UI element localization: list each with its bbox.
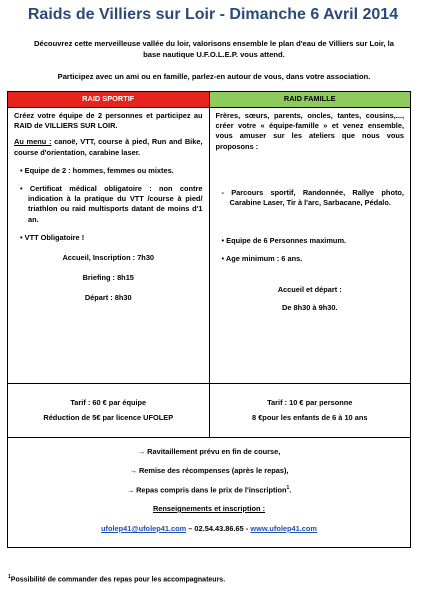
sport-tarif (8, 384, 210, 438)
sport-menu (14, 137, 203, 157)
famille-bullet-age: • Age minimum : 6 ans. (221, 254, 303, 264)
page-title: Raids de Villiers sur Loir - Dimanche 6 Avril 2014 (27, 6, 399, 23)
info-repas: → Repas compris dans le prix de l'inscription$^1$. (126, 485, 292, 495)
website-link[interactable]: www.ufolep41.com (250, 524, 317, 533)
info-ravitaillement: → Ravitaillement prévu en fin de course, (137, 447, 281, 456)
famille-bullet-team: • Equipe de 6 Personnes maximum. (221, 236, 347, 246)
contact-line (8, 524, 410, 533)
sport-bullet-team: • Equipe de 2 : hommes, femmes ou mixtes. (20, 165, 174, 175)
famille-description: Frères, sœurs, parents, oncles, tantes, cousins,..., créer votre « équipe-famille » et venez ensemble, vous amuser sur les ateliers que nous vous proposons : (215, 111, 404, 151)
sport-tarif-reduction: Réduction de 5€ par licence UFOLEP (43, 412, 174, 422)
email-link[interactable]: ufolep41@ufolep41.com (100, 524, 187, 533)
header-raid-famille: RAID FAMILLE (209, 92, 411, 108)
famille-accueil: Accueil et départ : (277, 284, 342, 294)
famille-bullet-activities: - Parcours sportif, Randonnée, Rallye photo, Carabine Laser, Tir à l'arc, Sarbacane, Pédalo. (221, 187, 404, 208)
sport-bullet-certificate: • Certificat médical obligatoire : non contre indication à la pratique du VTT /course à pied/ triathlon ou raid multisports datant de moins d'1 an. (20, 184, 203, 224)
menu-text: canoë, VTT, course à pied, Run and Bike, course d'orientation, carabine laser. (14, 137, 203, 157)
sport-details (8, 108, 210, 384)
footnote: $^1$Possibilité de commander des repas pour les accompagnateurs. (8, 574, 226, 584)
famille-details (209, 108, 411, 384)
info-recompenses: → Remise des récompenses (après le repas), (129, 466, 289, 475)
intro-line-3: Participez avec un ami ou en famille, parlez-en autour de vous, dans votre association. (57, 72, 371, 81)
intro-paragraph (14, 38, 414, 60)
sport-accueil: Accueil, Inscription : 7h30 (62, 253, 155, 263)
intro-line-1: Découvrez cette merveilleuse vallée du loir, valorisons ensemble le plan d'eau de Villiers sur Loir, la (34, 39, 394, 48)
contact-title: Renseignements et inscription : (152, 504, 266, 513)
sport-tarif-price: Tarif : 60 € par équipe (70, 398, 147, 408)
sport-briefing: Briefing : 8h15 (82, 273, 134, 283)
famille-tarif-children: 8 €pour les enfants de 6 à 10 ans (252, 412, 368, 422)
sport-bullet-vtt: • VTT Obligatoire ! (20, 232, 85, 242)
famille-tarif (209, 384, 411, 438)
sport-depart: Départ : 8h30 (84, 293, 132, 303)
famille-tarif-price: Tarif : 10 € par personne (267, 398, 353, 408)
famille-horaire: De 8h30 à 9h30. (282, 302, 338, 312)
bottom-info-box (7, 437, 411, 548)
raid-table (7, 91, 411, 438)
menu-label: Au menu : (14, 137, 52, 147)
header-raid-sportif: RAID SPORTIF (8, 92, 210, 108)
intro-line-2: base nautique U.F.O.L.E.P. vous attend. (143, 50, 285, 59)
phone-number: – 02.54.43.86.65 - (186, 524, 251, 533)
sport-description: Créez votre équipe de 2 personnes et participez au RAID de VILLIERS SUR LOIR. (14, 111, 203, 131)
